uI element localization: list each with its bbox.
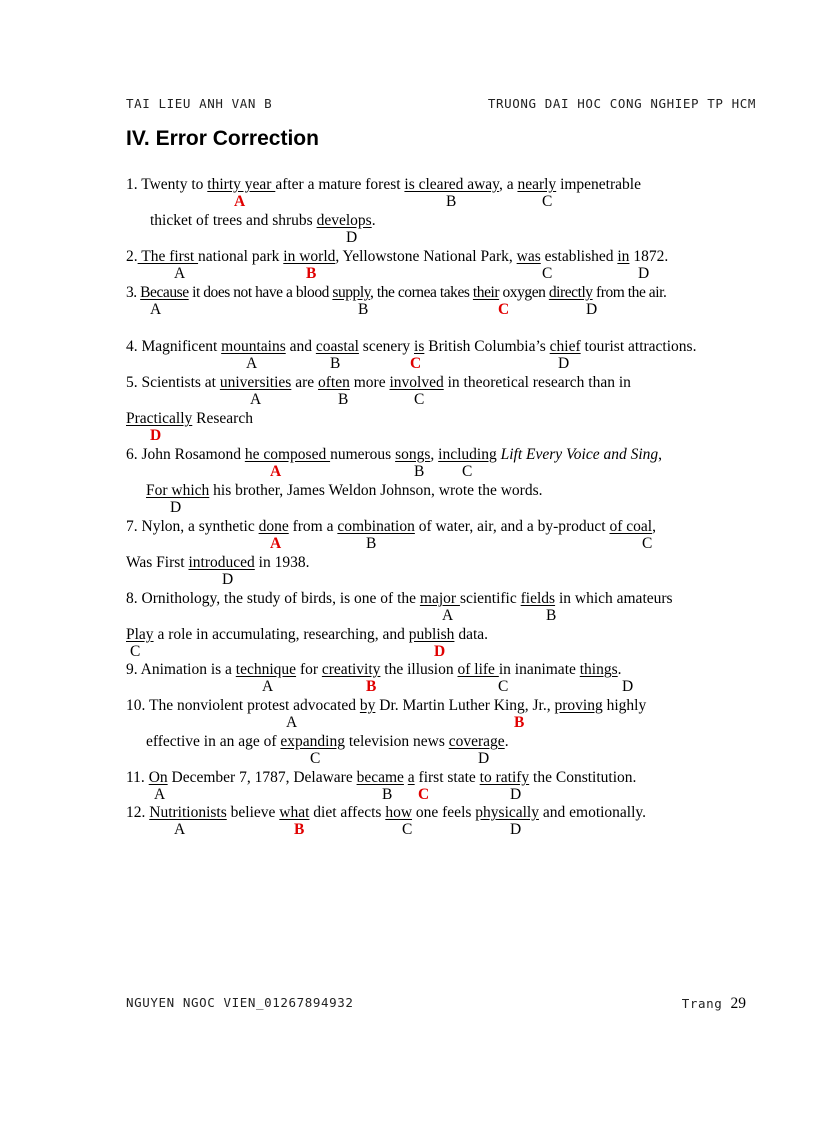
q8-letter-a: A [442,607,454,624]
footer-page-number: 29 [730,995,746,1012]
q12-letter-d: D [510,821,522,838]
footer-page-label: Trang [681,996,731,1011]
q2-letter-b: B [306,265,317,282]
q8-letter-b: B [546,607,557,624]
footer-page [682,995,746,1013]
q2-letter-a: A [174,265,186,282]
question-8-line-2: Play a role in accumulating, researching, and publish data. [126,626,489,643]
question-1-line-1: 1. Twenty to thirty year after a mature forest is cleared away, a nearly impenetrable [126,176,641,193]
question-10-line-2: effective in an age of expanding television news coverage. [146,733,509,750]
question-5-line-1: 5. Scientists at universities are often more involved in theoretical research than in [126,374,631,391]
q4-letter-d: D [558,355,570,372]
header-right: TRUONG DAI HOC CONG NGHIEP TP HCM [487,96,756,111]
q12-letter-a: A [174,821,186,838]
q7-letter-b: B [366,535,377,552]
q9-letter-c: C [498,678,509,695]
q4-letter-a: A [246,355,258,372]
q3-letter-d: D [586,301,598,318]
q1-letter-d: D [346,229,358,246]
q9-letter-d: D [622,678,634,695]
q10-letter-d: D [478,750,490,767]
q7-letter-a: A [270,535,282,552]
footer-left: NGUYEN NGOC VIEN_01267894932 [126,995,354,1010]
q3-letter-c: C [498,301,510,318]
q4-letter-b: B [330,355,341,372]
question-10-line-1: 10. The nonviolent protest advocated by Dr. Martin Luther King, Jr., proving highly [126,697,647,714]
q11-letter-a: A [154,786,166,803]
q8-letter-c: C [130,643,141,660]
question-3-line: 3. Because it does not have a blood supply, the cornea takes their oxygen directly from the air. [126,284,667,301]
q2-letter-d: D [638,265,650,282]
q1-letter-c: C [542,193,553,210]
q6-letter-d: D [170,499,182,516]
section-title: IV. Error Correction [126,127,319,150]
question-1-line-2: thicket of trees and shrubs develops. [150,212,376,229]
q5-letter-c: C [414,391,425,408]
q6-letter-b: B [414,463,425,480]
q11-letter-d: D [510,786,522,803]
q5-letter-a: A [250,391,262,408]
q11-letter-b: B [382,786,393,803]
q1-letter-b: B [446,193,457,210]
q3-letter-b: B [358,301,369,318]
question-7-line-2: Was First introduced in 1938. [126,554,310,571]
q8-letter-d: D [434,643,446,660]
q2-letter-c: C [542,265,553,282]
q1-letter-a: A [234,193,246,210]
question-6-line-1: 6. John Rosamond he composed numerous songs, including Lift Every Voice and Sing, [126,446,663,463]
q7-letter-c: C [642,535,653,552]
question-9-line: 9. Animation is a technique for creativity the illusion of life in inanimate things. [126,661,622,678]
q12-letter-c: C [402,821,413,838]
q5-letter-d: D [150,427,162,444]
question-11-line: 11. On December 7, 1787, Delaware became a first state to ratify the Constitution. [126,769,637,786]
q10-letter-c: C [310,750,321,767]
q3-letter-a: A [150,301,162,318]
q4-letter-c: C [410,355,422,372]
q6-letter-a: A [270,463,282,480]
q12-letter-b: B [294,821,305,838]
question-5-line-2: Practically Research [126,410,253,427]
question-12-line: 12. Nutritionists believe what diet affects how one feels physically and emotionally. [126,804,647,821]
q7-letter-d: D [222,571,234,588]
q10-letter-a: A [286,714,298,731]
header-left: TAI LIEU ANH VAN B [126,96,273,111]
q9-letter-b: B [366,678,377,695]
q10-letter-b: B [514,714,525,731]
question-7-line-1: 7. Nylon, a synthetic done from a combination of water, air, and a by-product of coal, [126,518,656,535]
q11-letter-c: C [418,786,430,803]
q5-letter-b: B [338,391,349,408]
q6-letter-c: C [462,463,473,480]
question-6-line-2: For which his brother, James Weldon Johnson, wrote the words. [146,482,543,499]
question-4-line: 4. Magnificent mountains and coastal scenery is British Columbia’s chief tourist attractions. [126,338,697,355]
question-2-line: 2. The first national park in world, Yellowstone National Park, was established in 1872. [126,248,669,265]
q9-letter-a: A [262,678,274,695]
question-8-line-1: 8. Ornithology, the study of birds, is one of the major scientific fields in which amateurs [126,590,673,607]
